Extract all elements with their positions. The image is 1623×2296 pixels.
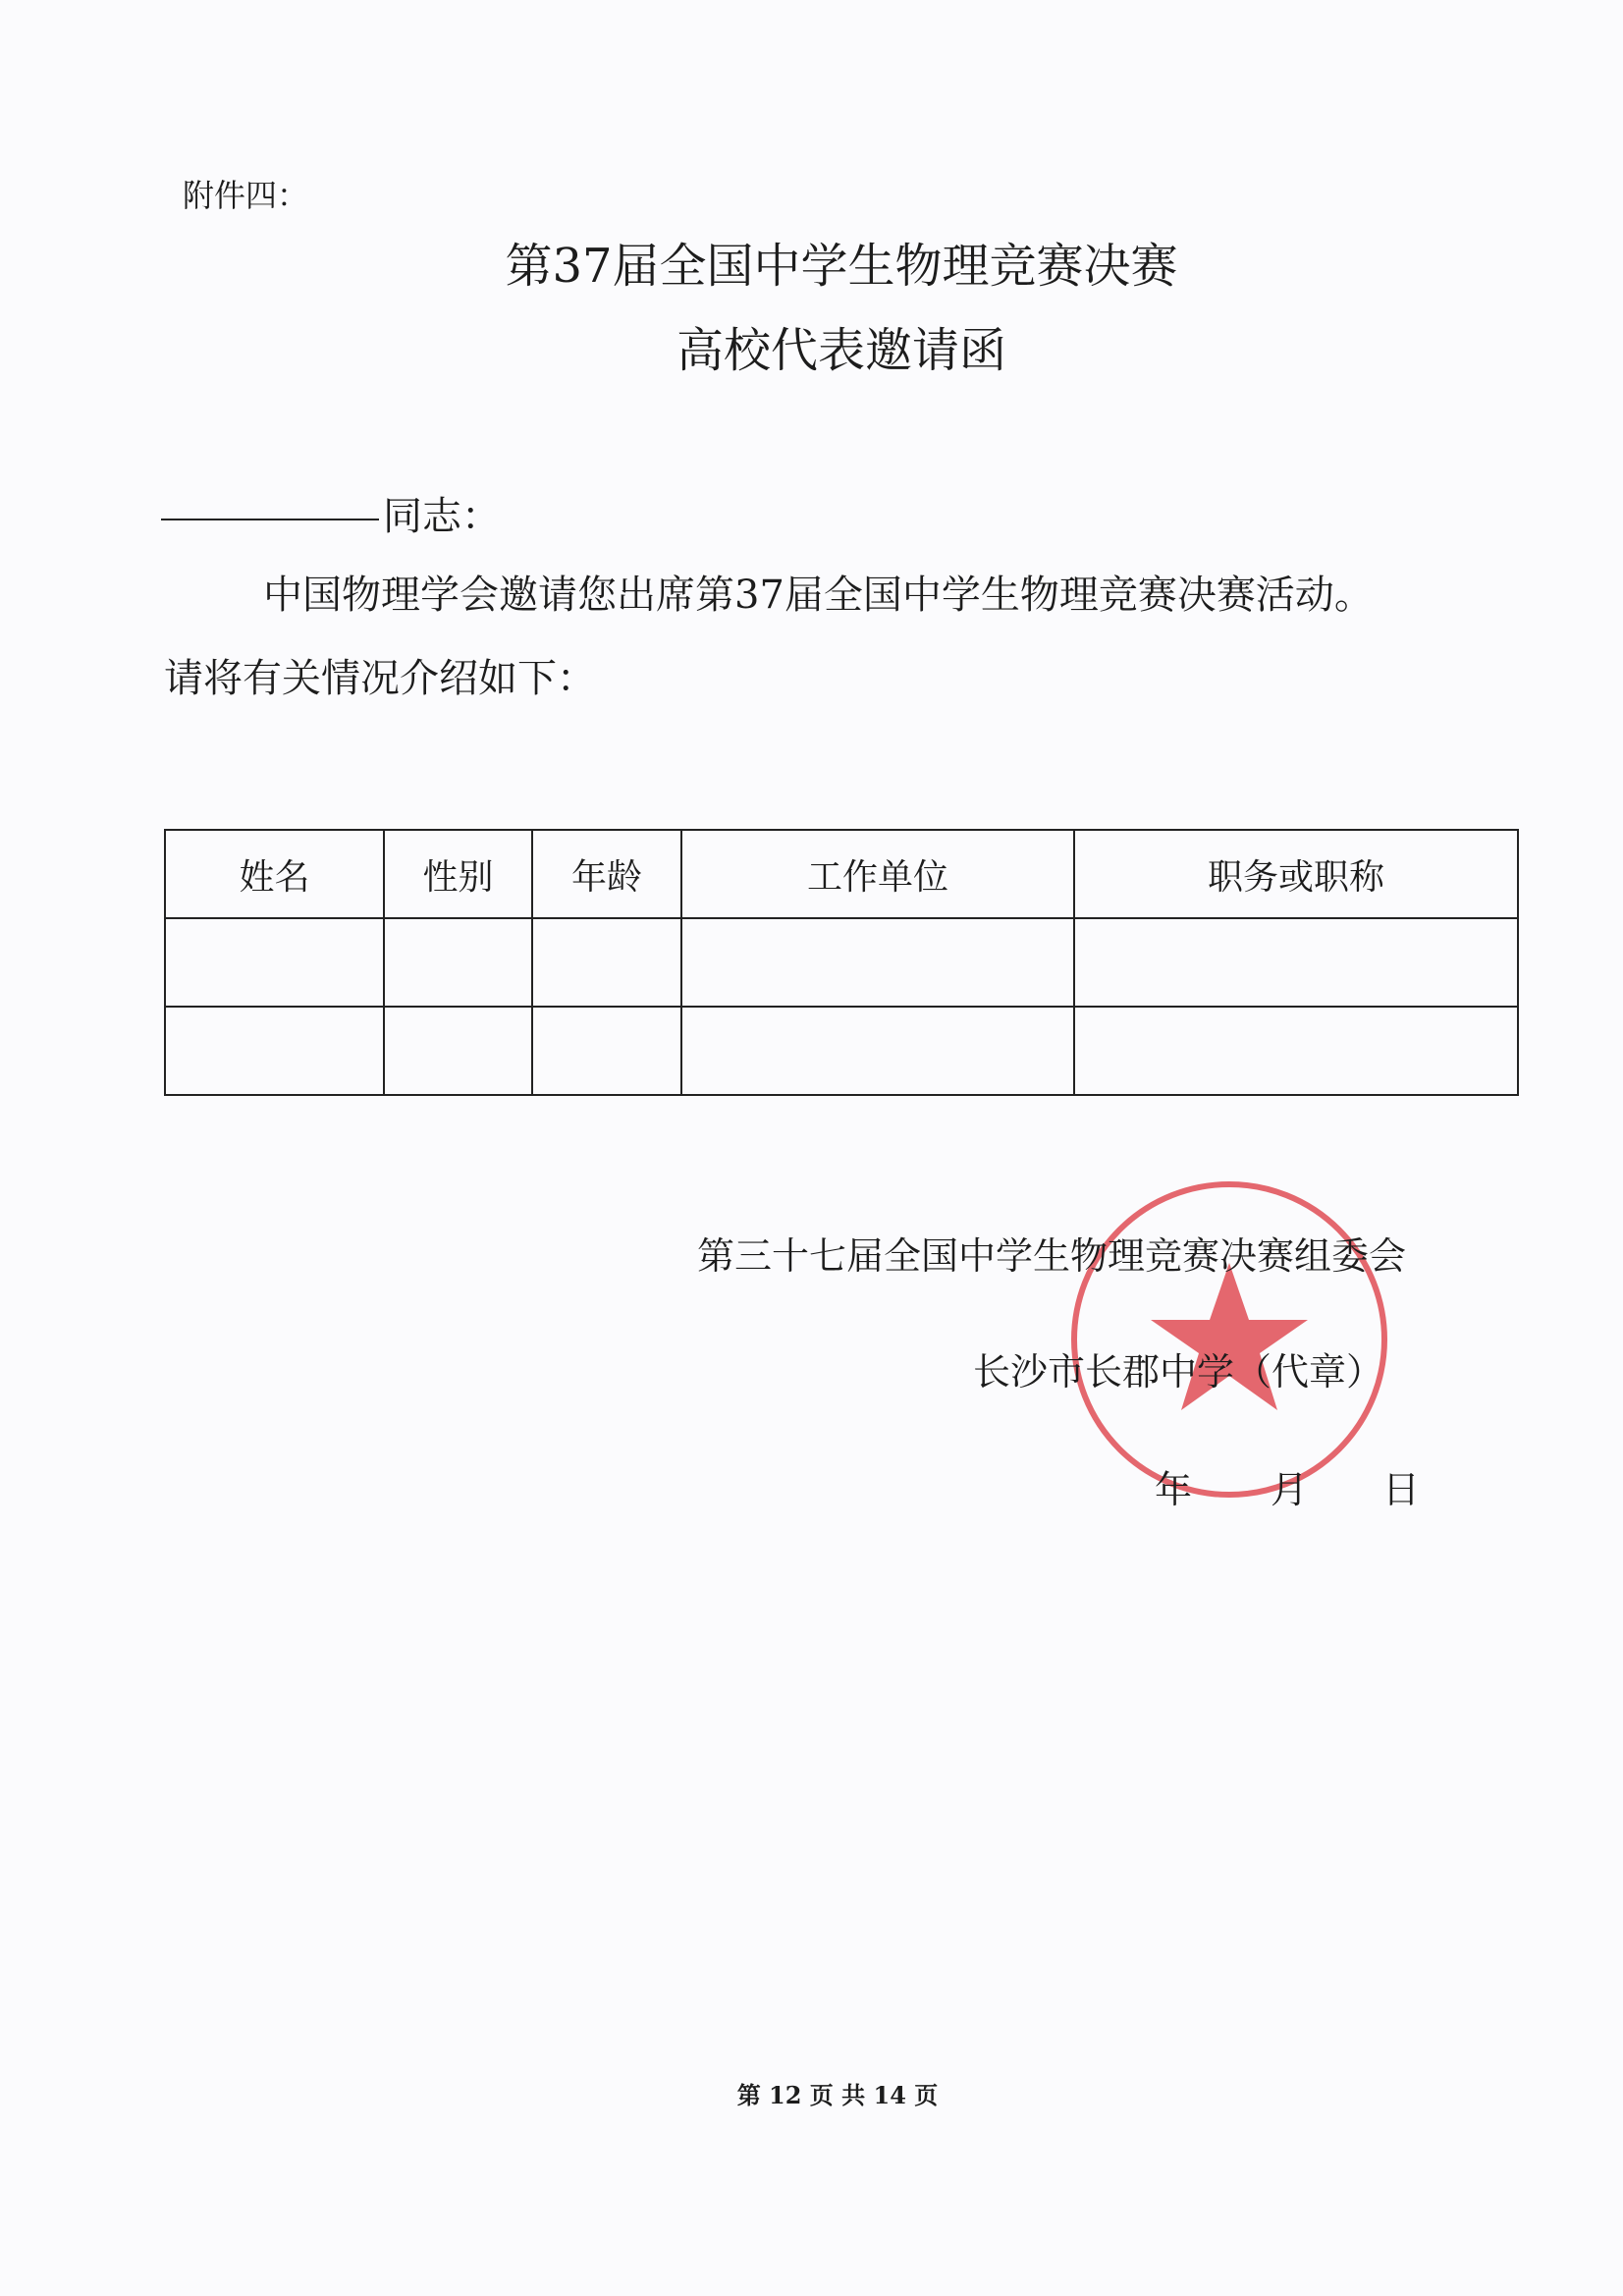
header-gender: 性别 bbox=[384, 830, 532, 918]
header-position: 职务或职称 bbox=[1074, 830, 1518, 918]
title-line-1: 第37届全国中学生物理竞赛决赛 bbox=[505, 239, 1178, 294]
instruction-text: 请将有关情况介绍如下： bbox=[164, 656, 596, 701]
cell-age[interactable] bbox=[532, 918, 681, 1007]
official-seal-stamp bbox=[1062, 1173, 1396, 1506]
cell-employer[interactable] bbox=[681, 1007, 1074, 1095]
invitation-paragraph: 中国物理学会邀请您出席第37届全国中学生物理竞赛决赛活动。 bbox=[263, 573, 1374, 618]
salutation: 同志： bbox=[383, 494, 501, 539]
cell-name[interactable] bbox=[165, 918, 384, 1007]
date-month: 月 bbox=[1271, 1468, 1309, 1511]
date-day: 日 bbox=[1382, 1468, 1421, 1511]
page-footer: 第 12 页 共 14 页 bbox=[736, 2081, 939, 2109]
cell-age[interactable] bbox=[532, 1007, 681, 1095]
cell-position[interactable] bbox=[1074, 1007, 1518, 1095]
info-table bbox=[164, 829, 1519, 1096]
cell-gender[interactable] bbox=[384, 1007, 532, 1095]
table-row bbox=[165, 918, 1518, 1007]
cell-name[interactable] bbox=[165, 1007, 384, 1095]
cell-gender[interactable] bbox=[384, 918, 532, 1007]
header-age: 年龄 bbox=[532, 830, 681, 918]
attachment-label: 附件四： bbox=[183, 177, 309, 214]
school-signature: 长沙市长郡中学（代章） bbox=[973, 1350, 1384, 1394]
table-row bbox=[165, 1007, 1518, 1095]
header-employer: 工作单位 bbox=[681, 830, 1074, 918]
date-year: 年 bbox=[1155, 1468, 1193, 1511]
name-blank-line[interactable] bbox=[161, 519, 379, 520]
table-header-row bbox=[165, 830, 1518, 918]
organizer-signature: 第三十七届全国中学生物理竞赛决赛组委会 bbox=[697, 1234, 1407, 1278]
cell-employer[interactable] bbox=[681, 918, 1074, 1007]
cell-position[interactable] bbox=[1074, 918, 1518, 1007]
header-name: 姓名 bbox=[165, 830, 384, 918]
title-line-2: 高校代表邀请函 bbox=[676, 323, 1006, 378]
